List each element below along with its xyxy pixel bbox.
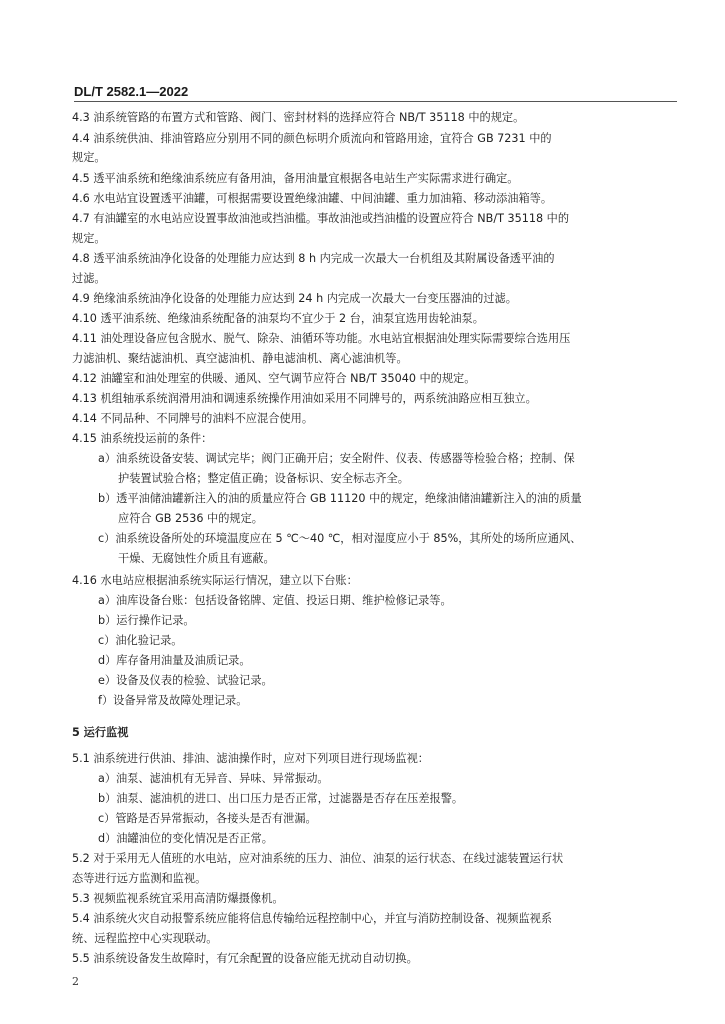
clause-4-5: 4.5 透平油系统和绝缘油系统应有备用油，备用油量宜根据各电站生产实际需求进行确定。 [72,172,519,185]
list-item-4-15-b-cont: 应符合 GB 2536 中的规定。 [118,512,263,525]
clause-5-4-cont: 统、远程监控中心实现联动。 [72,932,218,945]
list-item-4-16-d: d）库存备用油量及油质记录。 [98,654,251,667]
clause-4-13: 4.13 机组轴承系统润滑用油和调速系统操作用油如采用不同牌号的，两系统油路应相互独立。 [72,392,537,405]
list-item-4-16-c: c）油化验记录。 [98,634,183,647]
clause-4-4-cont: 规定。 [72,151,106,164]
clause-4-3: 4.3 油系统管路的布置方式和管路、阀门、密封材料的选择应符合 NB/T 35118 中的规定。 [72,111,525,124]
clause-5-2-cont: 态等进行远方监测和监视。 [72,872,207,885]
list-item-4-15-c: c）油系统设备所处的环境温度应在 5 ℃～40 ℃，相对湿度应小于 85%，其所处的场所应通风、 [98,532,582,545]
clause-4-6: 4.6 水电站宜设置透平油罐，可根据需要设置绝缘油罐、中间油罐、重力加油箱、移动添油箱等。 [72,192,553,205]
clause-4-14: 4.14 不同品种、不同牌号的油料不应混合使用。 [72,412,314,425]
section-heading-5: 5 运行监视 [72,726,129,739]
clause-5-2: 5.2 对于采用无人值班的水电站，应对油系统的压力、油位、油泵的运行状态、在线过滤装置运行状 [72,852,564,865]
header-rule [74,101,677,102]
clause-4-11: 4.11 油处理设备应包含脱水、脱气、除杂、油循环等功能。水电站宜根据油处理实际需要综合选用压 [72,332,571,345]
clause-4-10: 4.10 透平油系统、绝缘油系统配备的油泵均不宜少于 2 台，油泵宜选用齿轮油泵。 [72,312,484,325]
list-item-5-1-d: d）油罐油位的变化情况是否正常。 [98,832,273,845]
clause-4-7-cont: 规定。 [72,232,106,245]
list-item-4-15-a-cont: 护装置试验合格；整定值正确；设备标识、安全标志齐全。 [118,472,409,485]
clause-5-4: 5.4 油系统火灾自动报警系统应能将信息传输给远程控制中心，并宜与消防控制设备、视频监视系 [72,912,553,925]
list-item-5-1-c: c）管路是否异常振动，各接头是否有泄漏。 [98,812,317,825]
clause-4-7: 4.7 有油罐室的水电站应设置事故油池或挡油槛。事故油池或挡油槛的设置应符合 NB/T 35118 中的 [72,212,570,225]
list-item-4-15-b: b）透平油储油罐新注入的油的质量应符合 GB 11120 中的规定，绝缘油储油罐新注入的油的质量 [98,492,582,505]
clause-4-16: 4.16 水电站应根据油系统实际运行情况，建立以下台账： [72,574,358,587]
list-item-4-16-a: a）油库设备台账：包括设备铭牌、定值、投运日期、维护检修记录等。 [98,594,452,607]
list-item-4-15-a: a）油系统设备安装、调试完毕；阀门正确开启；安全附件、仪表、传感器等检验合格；控制、保 [98,452,575,465]
clause-5-5: 5.5 油系统设备发生故障时，有冗余配置的设备应能无扰动自动切换。 [72,952,418,965]
clause-5-3: 5.3 视频监视系统宜采用高清防爆摄像机。 [72,892,284,905]
clause-4-8-cont: 过滤。 [72,272,106,285]
clause-5-1: 5.1 油系统进行供油、排油、滤油操作时，应对下列项目进行现场监视： [72,752,429,765]
list-item-4-16-e: e）设备及仪表的检验、试验记录。 [98,674,273,687]
list-item-4-16-b: b）运行操作记录。 [98,614,195,627]
clause-4-8: 4.8 透平油系统油净化设备的处理能力应达到 8 h 内完成一次最大一台机组及其附属设备透平油的 [72,252,555,265]
list-item-5-1-a: a）油泵、滤油机有无异音、异味、异常振动。 [98,772,329,785]
clause-4-12: 4.12 油罐室和油处理室的供暖、通风、空气调节应符合 NB/T 35040 中的规定。 [72,372,476,385]
page-number: 2 [72,975,79,988]
clause-4-11-cont: 力滤油机、聚结滤油机、真空滤油机、静电滤油机、离心滤油机等。 [72,352,408,365]
list-item-4-16-f: f）设备异常及故障处理记录。 [98,694,248,707]
document-header: DL/T 2582.1—2022 [74,84,189,99]
clause-4-9: 4.9 绝缘油系统油净化设备的处理能力应达到 24 h 内完成一次最大一台变压器油的过滤。 [72,292,517,305]
list-item-4-15-c-cont: 干燥、无腐蚀性介质且有遮蔽。 [118,552,275,565]
list-item-5-1-b: b）油泵、滤油机的进口、出口压力是否正常，过滤器是否存在压差报警。 [98,792,464,805]
clause-4-4: 4.4 油系统供油、排油管路应分别用不同的颜色标明介质流向和管路用途，宜符合 GB 7231 中的 [72,132,552,145]
clause-4-15: 4.15 油系统投运前的条件： [72,432,213,445]
